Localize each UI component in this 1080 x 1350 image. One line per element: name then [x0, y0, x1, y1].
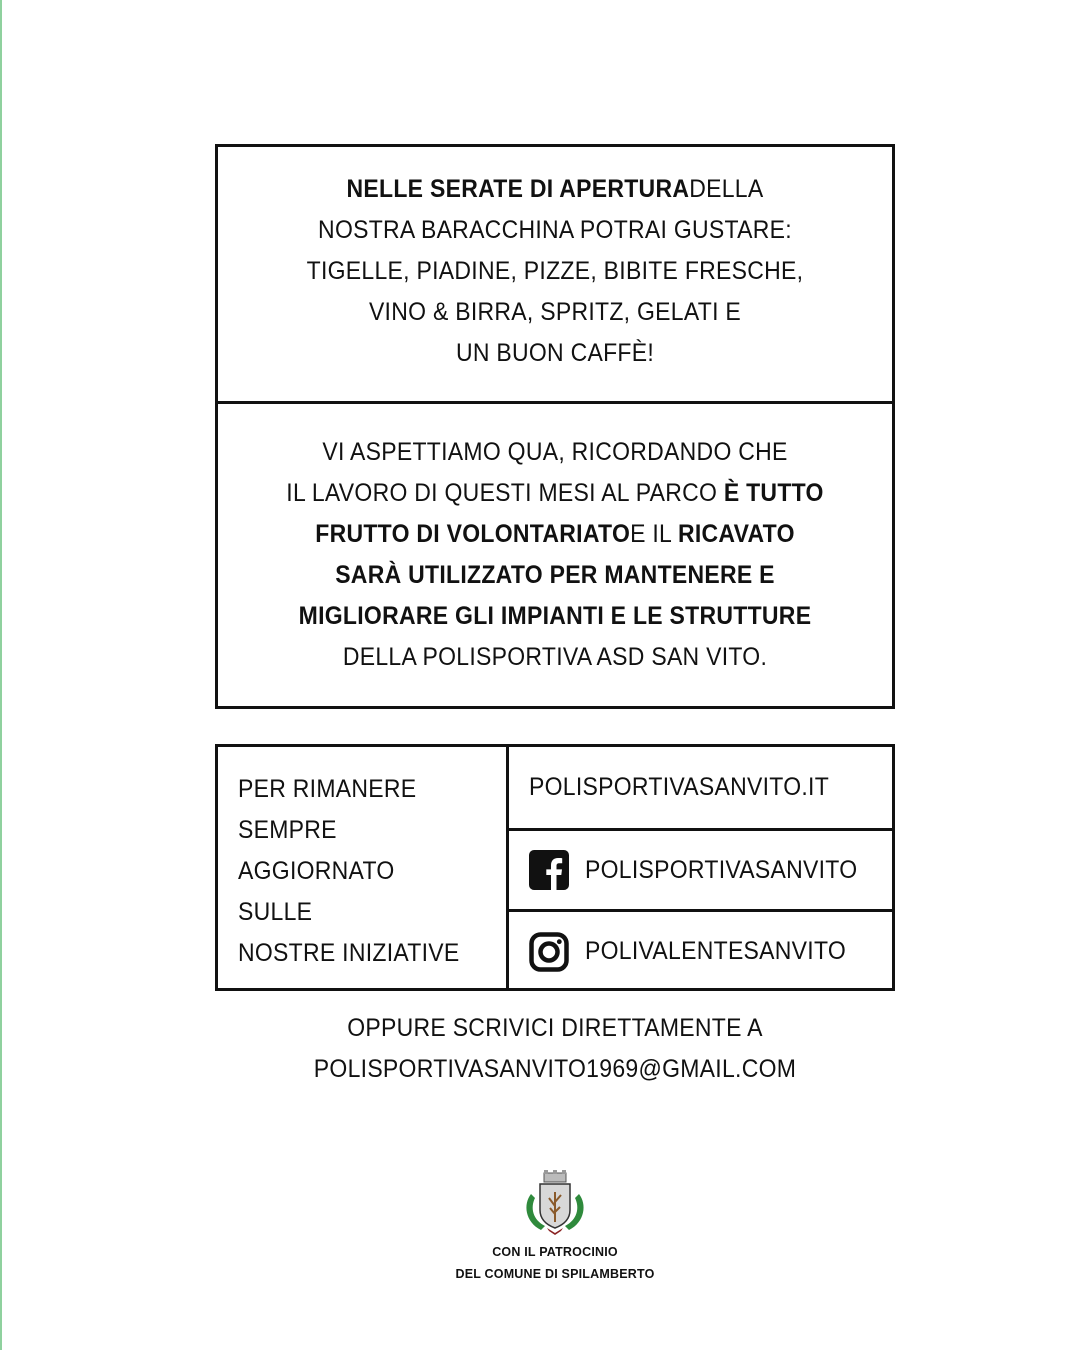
instagram-link[interactable] [509, 912, 892, 991]
contact-email[interactable]: POLISPORTIVASANVITO1969@GMAIL.COM [313, 1055, 797, 1083]
stay-updated-line-4: SULLE [238, 898, 313, 926]
social-box [215, 744, 895, 991]
info-box [215, 144, 895, 709]
municipal-crest-icon [521, 1170, 589, 1236]
facebook-link[interactable] [509, 831, 892, 909]
volunteer-line-4-bold: SARÀ UTILIZZATO PER MANTENERE E [335, 561, 775, 589]
volunteer-line-4 [245, 555, 865, 596]
volunteer-text-block [245, 432, 865, 678]
menu-line-3: TIGELLE, PIADINE, PIZZE, BIBITE FRESCHE, [306, 257, 804, 285]
menu-line-4: VINO & BIRRA, SPRITZ, GELATI E [368, 298, 742, 326]
patronage-line-2: DEL COMUNE DI SPILAMBERTO [455, 1267, 655, 1281]
menu-line-5: UN BUON CAFFÈ! [455, 339, 655, 367]
volunteer-line-3-bold-a: FRUTTO DI VOLONTARIATO [315, 520, 631, 548]
volunteer-line-5-bold: MIGLIORARE GLI IMPIANTI E LE STRUTTURE [298, 602, 812, 630]
stay-updated-line-5: NOSTRE INIZIATIVE [238, 939, 460, 967]
instagram-handle: POLIVALENTESANVITO [585, 937, 847, 965]
volunteer-line-2-plain: IL LAVORO DI QUESTI MESI AL PARCO [286, 479, 724, 507]
website-link[interactable] [509, 747, 892, 828]
facebook-icon [529, 850, 569, 890]
patronage-line-1: CON IL PATROCINIO [492, 1245, 618, 1259]
stay-updated-line-3: AGGIORNATO [238, 857, 395, 885]
stay-updated-line-2: SEMPRE [238, 816, 337, 844]
menu-line-2: NOSTRA BARACCHINA POTRAI GUSTARE: [318, 216, 792, 244]
left-edge-accent-line [0, 0, 2, 1350]
contact-line: OPPURE SCRIVICI DIRETTAMENTE A [347, 1014, 763, 1042]
instagram-icon [529, 932, 569, 972]
menu-line-1-bold: NELLE SERATE DI APERTURA [346, 175, 690, 203]
volunteer-line-5 [245, 596, 865, 637]
facebook-handle: POLISPORTIVASANVITO [585, 855, 858, 884]
volunteer-line-2-bold: È TUTTO [723, 479, 824, 507]
menu-line-1-rest: DELLA [689, 175, 764, 203]
volunteer-line-3-bold-b: RICAVATO [677, 520, 795, 548]
stay-updated-line-1: PER RIMANERE [238, 775, 417, 803]
menu-text-block [245, 169, 865, 374]
stay-updated-text [238, 769, 460, 974]
menu-line-1 [245, 169, 865, 210]
info-box-divider [218, 401, 892, 404]
volunteer-line-1: VI ASPETTIAMO QUA, RICORDANDO CHE [322, 438, 788, 466]
volunteer-line-3 [245, 514, 865, 555]
contact-block [0, 1008, 1080, 1090]
website-label: POLISPORTIVASANVITO.IT [529, 773, 830, 801]
patronage-text [0, 1241, 1080, 1285]
volunteer-line-3-plain: E IL [630, 520, 678, 548]
volunteer-line-6: DELLA POLISPORTIVA ASD SAN VITO. [342, 643, 768, 671]
volunteer-line-2 [245, 473, 865, 514]
